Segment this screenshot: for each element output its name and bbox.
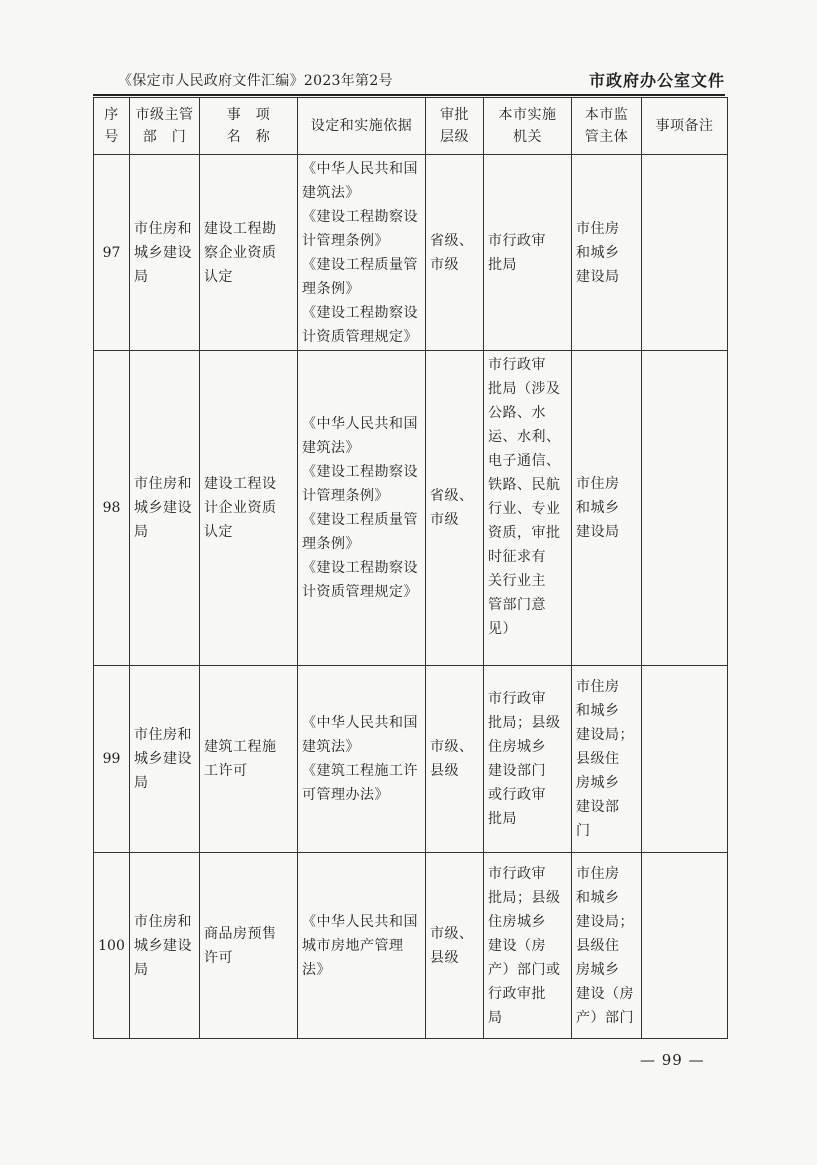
cell-text-line: 市住房和: [134, 913, 192, 930]
column-header-dept: [130, 98, 200, 155]
cell-text-line: 门: [576, 823, 591, 839]
cell-text-line: 见）: [488, 621, 517, 637]
cell-text-line: 《建设工程勘察设: [302, 208, 418, 225]
cell-text-line: 局: [134, 961, 149, 978]
table-row: [94, 853, 728, 1039]
cell-text-line: 市住房: [576, 679, 620, 695]
row-dept: [130, 853, 200, 1039]
cell-text-line: 电子通信、: [488, 453, 561, 469]
cell-text-line: 计管理条例》: [302, 488, 389, 504]
cell-text-line: 局: [134, 775, 149, 791]
row-agency: [484, 351, 572, 666]
cell-text-line: 批局（涉及: [488, 381, 561, 397]
row-remark: [642, 155, 728, 351]
cell-text-line: 局: [134, 524, 149, 540]
cell-text-line: 计资质管理规定》: [302, 328, 418, 345]
cell-text-line: 房城乡: [576, 961, 620, 978]
cell-text-line: 《建设工程勘察设: [302, 304, 418, 321]
cell-text-line: 管部门意: [488, 597, 546, 613]
cell-text-line: 市行政审: [488, 232, 546, 249]
cell-text-line: 建设部门: [488, 763, 546, 779]
row-supervisor: [572, 853, 642, 1039]
cell-text-line: 住房城乡: [488, 739, 546, 755]
cell-text-line: 部 门: [142, 129, 187, 145]
cell-text-line: 建筑法》: [302, 440, 360, 456]
cell-text-line: 资质，审批: [488, 525, 561, 541]
cell-text-line: 市行政审: [488, 865, 546, 882]
column-header-name: [200, 98, 298, 155]
cell-text-line: 序: [104, 107, 119, 123]
row-name: [200, 351, 298, 666]
cell-text-line: 产）部门或: [488, 961, 561, 978]
column-header-supervisor: [572, 98, 642, 155]
cell-text-line: 和城乡: [576, 889, 620, 906]
row-name: [200, 666, 298, 853]
table-row: [94, 155, 728, 351]
cell-text-line: 市住房: [576, 476, 620, 492]
cell-text-line: 行业、专业: [488, 501, 561, 517]
header-divider: [93, 94, 725, 96]
cell-text-line: 行政审批: [488, 985, 546, 1002]
cell-text-line: 认定: [204, 524, 233, 540]
row-level: [426, 666, 484, 853]
cell-text-line: 建筑工程施: [204, 739, 277, 755]
cell-text-line: 批局: [488, 811, 517, 827]
cell-text-line: 房城乡: [576, 775, 620, 791]
row-dept: [130, 155, 200, 351]
cell-text-line: 《建设工程勘察设: [302, 464, 418, 480]
cell-text-line: 和城乡: [576, 703, 620, 719]
row-seq: 98: [94, 351, 130, 666]
cell-text-line: 批局；县级: [488, 715, 561, 731]
cell-text-line: 本市监: [584, 107, 629, 123]
table-row: [94, 351, 728, 666]
row-agency: [484, 853, 572, 1039]
cell-text-line: 城乡建设: [134, 937, 192, 954]
cell-text-line: 市住房: [576, 220, 620, 237]
cell-text-line: 市级、: [430, 739, 474, 755]
row-agency: [484, 666, 572, 853]
cell-text-line: 市级: [430, 512, 459, 528]
row-level: [426, 351, 484, 666]
cell-text-line: 时征求有: [488, 549, 546, 565]
cell-text-line: 建设局: [576, 524, 620, 540]
row-basis: [298, 351, 426, 666]
cell-text-line: 本市实施: [498, 107, 557, 123]
cell-text-line: 管主体: [584, 129, 629, 145]
cell-text-line: 建设部: [576, 799, 620, 815]
cell-text-line: 层级: [440, 129, 469, 145]
cell-text-line: 市行政审: [488, 357, 546, 373]
row-remark: [642, 853, 728, 1039]
row-supervisor: [572, 155, 642, 351]
cell-text-line: 计企业资质: [204, 500, 277, 516]
cell-text-line: 理条例》: [302, 536, 360, 552]
cell-text-line: 市级、: [430, 925, 474, 942]
table-header-row: [94, 98, 728, 155]
cell-text-line: 县级住: [576, 937, 620, 954]
column-header-remark: [642, 98, 728, 155]
cell-text-line: 市住房和: [134, 727, 192, 743]
cell-text-line: 建设局；: [576, 913, 634, 930]
cell-text-line: 名 称: [226, 129, 271, 145]
column-header-seq: [94, 98, 130, 155]
row-remark: [642, 666, 728, 853]
cell-text-line: 《建设工程质量管: [302, 512, 418, 528]
cell-text-line: 《建设工程质量管: [302, 256, 418, 273]
row-dept: [130, 351, 200, 666]
column-header-level: [426, 98, 484, 155]
cell-text-line: 《中华人民共和国: [302, 715, 418, 731]
cell-text-line: 批局: [488, 256, 517, 273]
page-number: — 99 —: [640, 1051, 705, 1069]
cell-text-line: 认定: [204, 268, 233, 285]
cell-text-line: 城乡建设: [134, 500, 192, 516]
cell-text-line: 商品房预售: [204, 925, 277, 942]
cell-text-line: 批局；县级: [488, 889, 561, 906]
cell-text-line: 建设局: [576, 268, 620, 285]
cell-text-line: 县级住: [576, 751, 620, 767]
cell-text-line: 关行业主: [488, 573, 546, 589]
cell-text-line: 省级、: [430, 232, 474, 249]
cell-text-line: 产）部门: [576, 1009, 634, 1026]
cell-text-line: 运、水利、: [488, 429, 561, 445]
administrative-matters-table: [93, 97, 728, 1039]
cell-text-line: 和城乡: [576, 244, 620, 261]
cell-text-line: 号: [104, 129, 119, 145]
row-remark: [642, 351, 728, 666]
cell-text-line: 理条例》: [302, 280, 360, 297]
cell-text-line: 许可: [204, 949, 233, 966]
cell-text-line: 《中华人民共和国: [302, 160, 418, 177]
office-document-label: 市政府办公室文件: [588, 71, 725, 90]
cell-text-line: 建设（房: [488, 937, 546, 954]
row-name: [200, 155, 298, 351]
cell-text-line: 或行政审: [488, 787, 546, 803]
cell-text-line: 建设工程设: [204, 476, 277, 492]
row-seq: 97: [94, 155, 130, 351]
row-seq: 99: [94, 666, 130, 853]
column-header-basis: [298, 98, 426, 155]
cell-text-line: 县级: [430, 949, 459, 966]
row-supervisor: [572, 351, 642, 666]
document-series-title: 《保定市人民政府文件汇编》2023年第2号: [118, 73, 393, 89]
cell-text-line: 《中华人民共和国: [302, 416, 418, 432]
cell-text-line: 法》: [302, 961, 331, 978]
cell-text-line: 机关: [513, 129, 542, 145]
cell-text-line: 城市房地产管理: [302, 937, 404, 954]
cell-text-line: 市住房: [576, 865, 620, 882]
row-agency: [484, 155, 572, 351]
cell-text-line: 建筑法》: [302, 184, 360, 201]
row-seq: 100: [94, 853, 130, 1039]
cell-text-line: 可管理办法》: [302, 787, 389, 803]
cell-text-line: 市住房和: [134, 220, 192, 237]
row-basis: [298, 666, 426, 853]
cell-text-line: 建设局；: [576, 727, 634, 743]
cell-text-line: 和城乡: [576, 500, 620, 516]
cell-text-line: 《建筑工程施工许: [302, 763, 418, 779]
cell-text-line: 建设（房: [576, 985, 634, 1002]
row-name: [200, 853, 298, 1039]
row-level: [426, 155, 484, 351]
cell-text-line: 市级: [430, 256, 459, 273]
cell-text-line: 《中华人民共和国: [302, 913, 418, 930]
cell-text-line: 局: [134, 268, 149, 285]
cell-text-line: 市级主管: [135, 107, 194, 123]
cell-text-line: 公路、水: [488, 405, 546, 421]
cell-text-line: 城乡建设: [134, 751, 192, 767]
cell-text-line: 事 项: [226, 107, 271, 123]
column-header-agency: [484, 98, 572, 155]
cell-text-line: 局: [488, 1009, 503, 1026]
row-basis: [298, 853, 426, 1039]
cell-text-line: 工许可: [204, 763, 248, 779]
cell-text-line: 铁路、民航: [488, 477, 561, 493]
table-row: [94, 666, 728, 853]
cell-text-line: 建筑法》: [302, 739, 360, 755]
row-dept: [130, 666, 200, 853]
cell-text-line: 审批: [440, 107, 469, 123]
row-basis: [298, 155, 426, 351]
cell-text-line: 住房城乡: [488, 913, 546, 930]
cell-text-line: 察企业资质: [204, 244, 277, 261]
cell-text-line: 计管理条例》: [302, 232, 389, 249]
cell-text-line: 《建设工程勘察设: [302, 560, 418, 576]
cell-text-line: 省级、: [430, 488, 474, 504]
row-level: [426, 853, 484, 1039]
cell-text-line: 计资质管理规定》: [302, 584, 418, 600]
cell-text-line: 市行政审: [488, 691, 546, 707]
cell-text-line: 县级: [430, 763, 459, 779]
cell-text-line: 设定和实施依据: [310, 118, 413, 134]
cell-text-line: 市住房和: [134, 476, 192, 492]
cell-text-line: 事项备注: [655, 118, 714, 134]
row-supervisor: [572, 666, 642, 853]
cell-text-line: 城乡建设: [134, 244, 192, 261]
cell-text-line: 建设工程勘: [204, 220, 277, 237]
